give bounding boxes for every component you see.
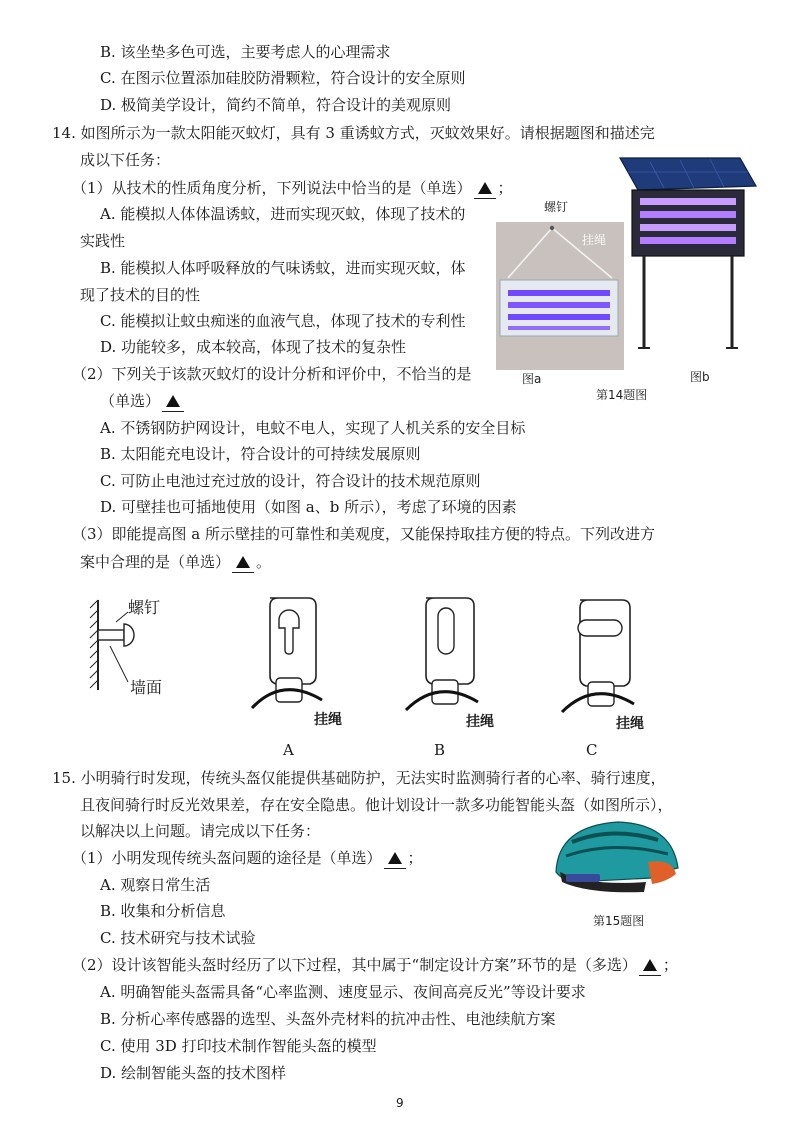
q14-sub3-choice: 案中合理的是（单选） 。 bbox=[80, 553, 272, 571]
q14-sub1-option-c: C. 能模拟让蚊虫痴迷的血液气息，体现了技术的专利性 bbox=[100, 312, 466, 330]
q14-stem-line1: 14. 如图所示为一款太阳能灭蚊灯，具有 3 重诱蚊方式，灭蚊效果好。请根据题图和描述完 bbox=[52, 124, 655, 142]
triangle-icon bbox=[166, 395, 180, 407]
helmet-illustration bbox=[548, 812, 682, 898]
q14-sub3-question: （3）即能提高图 a 所示壁挂的可靠性和美观度，又能保持取挂方便的特点。下列改进方 bbox=[72, 525, 656, 543]
q13-option-d: D. 极简美学设计，简约不简单，符合设计的美观原则 bbox=[100, 96, 452, 114]
triangle-icon bbox=[643, 959, 657, 971]
q14-stem-line2: 成以下任务： bbox=[80, 151, 171, 169]
q14-sub2-option-c: C. 可防止电池过充过放的设计，符合设计的技术规范原则 bbox=[100, 472, 481, 490]
hook-letter-b: B bbox=[434, 741, 446, 759]
q15-figure-caption: 第15题图 bbox=[593, 914, 645, 928]
triangle-icon bbox=[478, 182, 492, 194]
q14-label-screw: 螺钉 bbox=[544, 200, 569, 214]
q15-stem-line2: 且夜间骑行时反光效果差，存在安全隐患。他计划设计一款多功能智能头盔（如图所示）， bbox=[80, 796, 673, 814]
q15-stem-line1: 15. 小明骑行时发现，传统头盔仅能提供基础防护，无法实时监测骑行者的心率、骑行速度， bbox=[52, 769, 666, 787]
q14-sub1-option-a-cont: 实践性 bbox=[80, 232, 126, 250]
q14-sub1-question: （1）从技术的性质角度分析，下列说法中恰当的是（单选） ； bbox=[72, 179, 513, 197]
answer-blank[interactable] bbox=[232, 552, 254, 573]
q15-sub1-question: （1）小明发现传统头盔问题的途径是（单选） ； bbox=[72, 849, 423, 867]
triangle-icon bbox=[236, 556, 250, 568]
q13-option-c: C. 在图示位置添加硅胶防滑颗粒，符合设计的安全原则 bbox=[100, 69, 466, 87]
answer-blank[interactable] bbox=[384, 848, 406, 869]
mosquito-lamp-illustration bbox=[494, 150, 766, 395]
q15-sub1-option-a: A. 观察日常生活 bbox=[100, 876, 211, 894]
q14-sub1-option-b-cont: 现了技术的目的性 bbox=[80, 286, 201, 304]
q15-helmet-figure bbox=[548, 812, 682, 898]
q14-label-rope: 挂绳 bbox=[582, 233, 607, 247]
q15-stem-line3: 以解决以上问题。请完成以下任务： bbox=[80, 822, 321, 840]
q14-sub2-question: （2）下列关于该款灭蚊灯的设计分析和评价中，不恰当的是 bbox=[72, 365, 472, 383]
q14-sub1-option-d: D. 功能较多，成本较高，体现了技术的复杂性 bbox=[100, 338, 407, 356]
q14-sub2-option-d: D. 可壁挂也可插地使用（如图 a、b 所示），考虑了环境的因素 bbox=[100, 498, 517, 516]
q14-sub2-option-b: B. 太阳能充电设计，符合设计的可持续发展原则 bbox=[100, 445, 421, 463]
hook-a-rope-label: 挂绳 bbox=[314, 712, 342, 728]
hook-c-rope-label: 挂绳 bbox=[616, 716, 644, 732]
q15-sub2-option-b: B. 分析心率传感器的选型、头盔外壳材料的抗冲击性、电池续航方案 bbox=[100, 1010, 556, 1028]
q14-figure bbox=[494, 150, 766, 395]
answer-blank[interactable] bbox=[162, 391, 184, 412]
solar-panel bbox=[620, 158, 756, 190]
triangle-icon bbox=[388, 852, 402, 864]
hook-letter-c: C bbox=[586, 741, 598, 759]
q14-figure-caption: 第14题图 bbox=[596, 388, 648, 402]
q15-sub2-option-d: D. 绘制智能头盔的技术图样 bbox=[100, 1064, 287, 1082]
q14-sub2-choice: （单选） bbox=[100, 391, 186, 412]
hook-letter-a: A bbox=[283, 741, 294, 759]
q15-sub1-option-c: C. 技术研究与技术试验 bbox=[100, 929, 256, 947]
q14-hook-diagrams bbox=[80, 590, 680, 760]
hook-label-screw: 螺钉 bbox=[128, 598, 161, 617]
q14-sub2-option-a: A. 不锈钢防护网设计，电蚊不电人，实现了人机关系的安全目标 bbox=[100, 419, 526, 437]
answer-blank[interactable] bbox=[474, 178, 496, 199]
q15-sub2-option-a: A. 明确智能头盔需具备“心率监测、速度显示、夜间高亮反光”等设计要求 bbox=[100, 983, 586, 1001]
q14-sub1-option-a: A. 能模拟人体体温诱蚊，进而实现灭蚊，体现了技术的 bbox=[100, 205, 466, 223]
q15-sub1-option-b: B. 收集和分析信息 bbox=[100, 902, 226, 920]
answer-blank[interactable] bbox=[639, 955, 661, 976]
q14-caption-b: 图b bbox=[690, 370, 710, 384]
hook-b-rope-label: 挂绳 bbox=[466, 714, 494, 730]
q15-sub2-option-c: C. 使用 3D 打印技术制作智能头盔的模型 bbox=[100, 1037, 377, 1055]
q15-sub2-question: （2）设计该智能头盔时经历了以下过程，其中属于“制定设计方案”环节的是（多选） ； bbox=[72, 956, 678, 974]
page-number: 9 bbox=[396, 1096, 404, 1110]
hook-options-illustration bbox=[80, 590, 680, 760]
q14-caption-a: 图a bbox=[522, 372, 542, 386]
hook-label-wall: 墙面 bbox=[130, 678, 163, 697]
q14-sub1-option-b: B. 能模拟人体呼吸释放的气味诱蚊，进而实现灭蚊，体 bbox=[100, 259, 466, 277]
q13-option-b: B. 该坐垫多色可选，主要考虑人的心理需求 bbox=[100, 43, 391, 61]
